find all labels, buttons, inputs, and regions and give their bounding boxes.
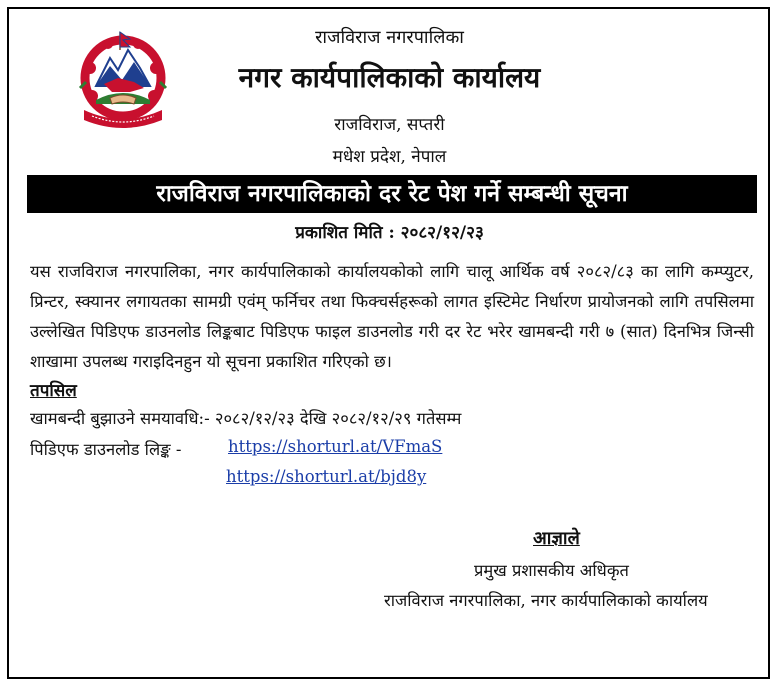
notice-body: यस राजविराज नगरपालिका, नगर कार्यपालिकाको कार्यालयकोको लागि चालू आर्थिक वर्ष २०८२/८३ का लागि कम्प्युटर, प्रिन्टर, स्क्यानर लगायतका सामग्री एवंम् फर्निचर तथा फिक्चर्सहरूको लागत इस्टिमेट निर्धारण प्रायोजनको लागि तपसिलमा उल्लेखित पिडिएफ डाउनलोड लिङ्कबाट पिडिएफ फाइल डाउनलोड गरी दर रेट भरेर खामबन्दी गरी ७ (सात) दिनभित्र जिन्सी शाखामा उपलब्ध गराइदिनहुन यो सूचना प्रकाशित गरिएको छ।: [30, 262, 754, 371]
download-link-label: पिडिएफ डाउनलोड लिङ्क -: [30, 440, 182, 459]
by-order-label: आज्ञाले: [533, 528, 580, 549]
details-heading: तपसिल: [30, 381, 77, 401]
submission-deadline: खामबन्दी बुझाउने समयावधि:- २०८२/१२/२३ देखि २०८२/१२/२९ गतेसम्म: [30, 409, 462, 428]
signatory-office: राजविराज नगरपालिका, नगर कार्यपालिकाको कार्यालय: [384, 591, 708, 610]
download-link-2[interactable]: https://shorturl.at/bjd8y: [226, 467, 427, 486]
download-link-1[interactable]: https://shorturl.at/VFmaS: [228, 437, 443, 456]
publication-date: प्रकाशित मिति : २०८२/१२/२३: [295, 223, 484, 243]
office-location: राजविराज, सप्तरी: [334, 115, 445, 135]
municipality-name: राजविराज नगरपालिका: [315, 27, 464, 48]
office-province: मधेश प्रदेश, नेपाल: [332, 147, 447, 167]
signatory-title: प्रमुख प्रशासकीय अधिकृत: [474, 561, 629, 580]
office-title: नगर कार्यपालिकाको कार्यालय: [238, 61, 541, 94]
notice-banner-title: राजविराज नगरपालिकाको दर रेट पेश गर्ने सम्बन्धी सूचना: [27, 175, 757, 213]
